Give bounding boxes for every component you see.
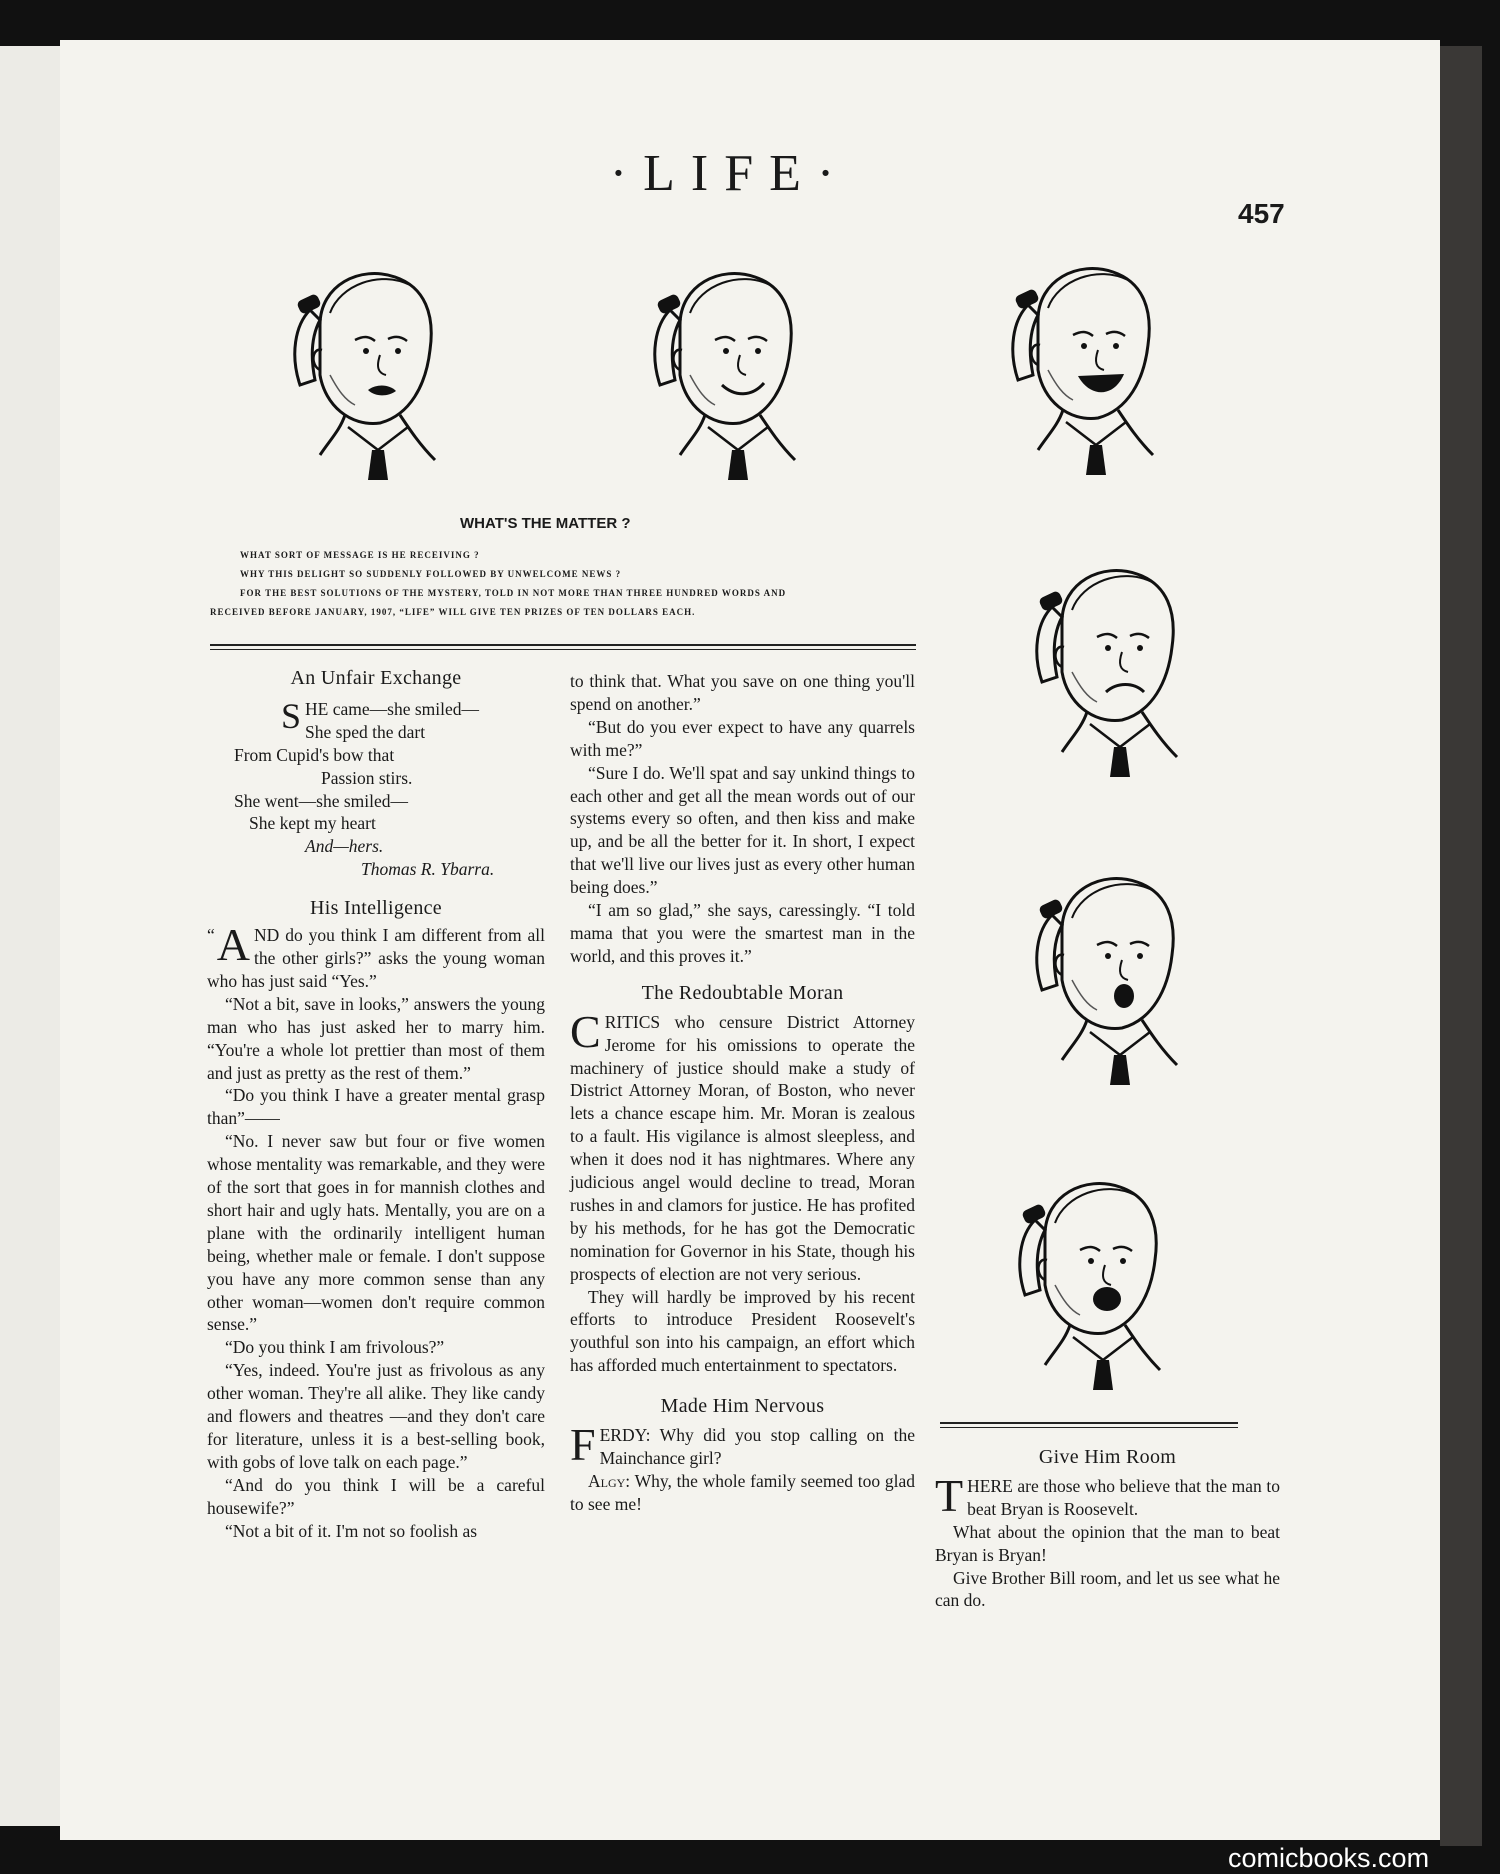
poem-line: She went—she smiled— — [234, 790, 409, 811]
paragraph-text: Why, the whole family seemed too glad to see me! — [570, 1470, 915, 1514]
poem-line: She kept my heart — [249, 813, 376, 834]
paragraph: “Yes, indeed. You're just as frivolous as any other woman. They're all alike. They like candy and flowers and theatres —and they don't care for literature, unless it is a best-selling book, with gobs of love talk on each page.” — [207, 1360, 545, 1472]
paragraph: They will hardly be improved by his recent efforts to introduce President Roosevelt's youthful son into his campaign, an effort which has afforded much entertainment to spectators. — [570, 1286, 915, 1376]
poem — [207, 695, 545, 881]
paragraph-text: ND do you think I am different from all the other girls?” asks the young woman who has just said “Yes.” — [207, 925, 545, 991]
paragraph: “Sure I do. We'll spat and say unkind things to each other and get all the mean words out of our systems every so often, and then kiss and make up, and be all the better for it. In short, I expect that we'll live our lives just as every other human being does.” — [570, 762, 915, 898]
cartoon-man-smiling — [620, 255, 820, 490]
cartoon-man-worried — [1002, 860, 1202, 1095]
puzzle-line: WHY THIS DELIGHT SO SUDDENLY FOLLOWED BY UNWELCOME NEWS ? — [240, 569, 622, 579]
article-title-redoubtable-moran: The Redoubtable Moran — [641, 981, 844, 1004]
paragraph: “Do you think I am frivolous?” — [225, 1337, 445, 1358]
drop-cap: F — [570, 1419, 596, 1471]
cartoon-man-frowning — [1002, 552, 1202, 787]
poem-line: And—hers. — [305, 836, 384, 857]
section-rule — [940, 1422, 1238, 1424]
paragraph — [570, 1005, 915, 1286]
paragraph: to think that. What you save on one thing you'll spend on another.” — [570, 671, 915, 714]
paragraph: “Not a bit, save in looks,” answers the young man who has just asked her to marry him. “You're a whole lot prettier than most of them and just as pretty as the rest of them.” — [207, 993, 545, 1083]
paragraph-text: ERDY: Why did you stop calling on the Mainchance girl? — [599, 1425, 915, 1468]
paragraph: What about the opinion that the man to beat Bryan is Bryan! — [935, 1521, 1280, 1565]
paragraph — [570, 1470, 915, 1516]
paragraph — [935, 1469, 1280, 1521]
article-title-unfair-exchange: An Unfair Exchange — [290, 667, 462, 689]
paragraph: “Do you think I have a greater mental grasp than”—— — [207, 1085, 545, 1129]
drop-cap: C — [570, 1005, 601, 1057]
drop-cap: A — [216, 919, 251, 971]
poem-line: HE came—she smiled— — [305, 698, 480, 719]
paragraph: “But do you ever expect to have any quarrels with me?” — [570, 716, 915, 760]
puzzle-title: WHAT'S THE MATTER ? — [460, 515, 631, 532]
paragraph: “And do you think I will be a careful housewife?” — [207, 1474, 545, 1518]
drop-cap: T — [935, 1469, 964, 1521]
poem-author: Thomas R. Ybarra. — [361, 859, 495, 880]
article-title-made-him-nervous: Made Him Nervous — [660, 1395, 825, 1418]
facing-page-edge — [0, 46, 63, 1826]
puzzle-line: WHAT SORT OF MESSAGE IS HE RECEIVING ? — [240, 550, 480, 560]
page-number: 457 — [1238, 198, 1285, 229]
puzzle-line: RECEIVED BEFORE JANUARY, 1907, “LIFE” WILL GIVE TEN PRIZES OF TEN DOLLARS EACH. — [210, 607, 696, 617]
cartoon-man-laughing — [978, 250, 1178, 485]
paragraph: “Not a bit of it. I'm not so foolish as — [225, 1520, 478, 1541]
article-title-give-him-room: Give Him Room — [1038, 1446, 1177, 1468]
paragraph — [207, 919, 545, 993]
paragraph-text: RITICS who censure District Attorney Jerome for his omissions to operate the machinery of justice should make a study of District Attorney Moran, of Boston, who never lets a chance escape him. Mr. Moran is zealous to a fault. His vigilance is almost sleepless, and when it does nod it has nightmares. Where any judicious angel would decline to tread, Moran rushes in and clamors for justice. He has profited by his methods, for he has got the Democratic nomination for Governor in his State, though his prospects of election are not very serious. — [570, 1011, 915, 1284]
article-title-his-intelligence: His Intelligence — [310, 897, 442, 920]
column-1 — [207, 667, 545, 1543]
binding-edge — [1440, 46, 1482, 1846]
puzzle-instructions — [210, 546, 915, 622]
watermark: comicbooks.com — [1228, 1843, 1430, 1873]
paragraph: “I am so glad,” she says, caressingly. “I told mama that you were the smartest man in the world, and this proves it.” — [570, 900, 915, 966]
paragraph — [570, 1419, 915, 1471]
paragraph: Give Brother Bill room, and let us see what he can do. — [935, 1567, 1280, 1611]
section-rule — [210, 644, 916, 646]
column-2 — [570, 670, 915, 1516]
cartoon-man-listening — [260, 255, 460, 490]
puzzle-line: FOR THE BEST SOLUTIONS OF THE MYSTERY, TOLD IN NOT MORE THAN THREE HUNDRED WORDS AND — [240, 588, 787, 598]
poem-line: Passion stirs. — [321, 767, 413, 788]
masthead: ·LIFE· — [609, 145, 851, 202]
cartoon-man-shouting — [985, 1165, 1185, 1400]
open-quote: “ — [207, 925, 215, 946]
drop-cap: S — [281, 695, 302, 736]
paragraph-text: HERE are those who believe that the man to beat Bryan is Roosevelt. — [967, 1475, 1280, 1519]
speaker-name: Algy: — [588, 1470, 631, 1491]
poem-line: She sped the dart — [305, 721, 426, 742]
column-3 — [935, 1446, 1280, 1612]
poem-line: From Cupid's bow that — [234, 744, 395, 765]
paragraph: “No. I never saw but four or five women whose mentality was remarkable, and they were of the sort that goes in for mannish clothes and short hair and ugly hats. Mentally, you are on a plane with the ordinarily intelligent human being, whether male or female. I don't suppose you have any more common sense than any other woman—women don't require common sense.” — [207, 1131, 545, 1335]
